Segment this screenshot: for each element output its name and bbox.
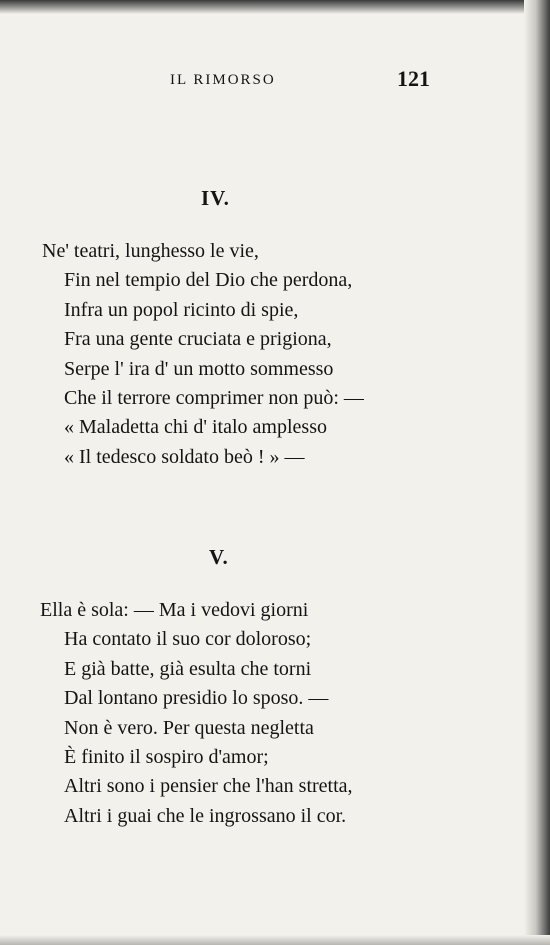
verse-line: Ha contato il suo cor doloroso; (64, 628, 312, 651)
verse-line: « Maladetta chi d' italo amplesso (64, 416, 327, 439)
verse-line: Non è vero. Per questa negletta (64, 716, 314, 739)
verse-line: Ella è sola: — Ma i vedovi giorni (40, 599, 309, 621)
stanza-iv (42, 237, 364, 472)
verse-line: Infra un popol ricinto di spie, (64, 298, 299, 321)
section-numeral-iv: IV. (201, 186, 230, 210)
page-bottom-edge-shadow (0, 935, 550, 945)
verse-line: Altri sono i pensier che l'han stretta, (64, 775, 353, 798)
verse-line: E già batte, già esulta che torni (64, 657, 312, 680)
verse-line: Fin nel tempio del Dio che perdona, (64, 269, 353, 292)
verse-line: È finito il sospiro d'amor; (64, 745, 269, 768)
stanza-v (40, 596, 353, 831)
verse-line: « Il tedesco soldato beò ! » — (64, 445, 305, 468)
verse-line: Che il terrore comprimer non può: — (64, 386, 364, 409)
verse-line: Serpe l' ira d' un motto sommesso (64, 357, 334, 380)
verse-line: Dal lontano presidio lo sposo. — (64, 687, 329, 710)
page-binding-shadow (524, 0, 550, 945)
page-top-edge-shadow (0, 0, 550, 14)
page-number: 121 (397, 66, 430, 91)
verse-line: Ne' teatri, lunghesso le vie, (42, 240, 259, 262)
running-title: IL RIMORSO (170, 72, 276, 88)
verse-line: Altri i guai che le ingrossano il cor. (64, 804, 347, 827)
verse-line: Fra una gente cruciata e prigiona, (64, 328, 332, 351)
section-numeral-v: V. (209, 545, 229, 569)
